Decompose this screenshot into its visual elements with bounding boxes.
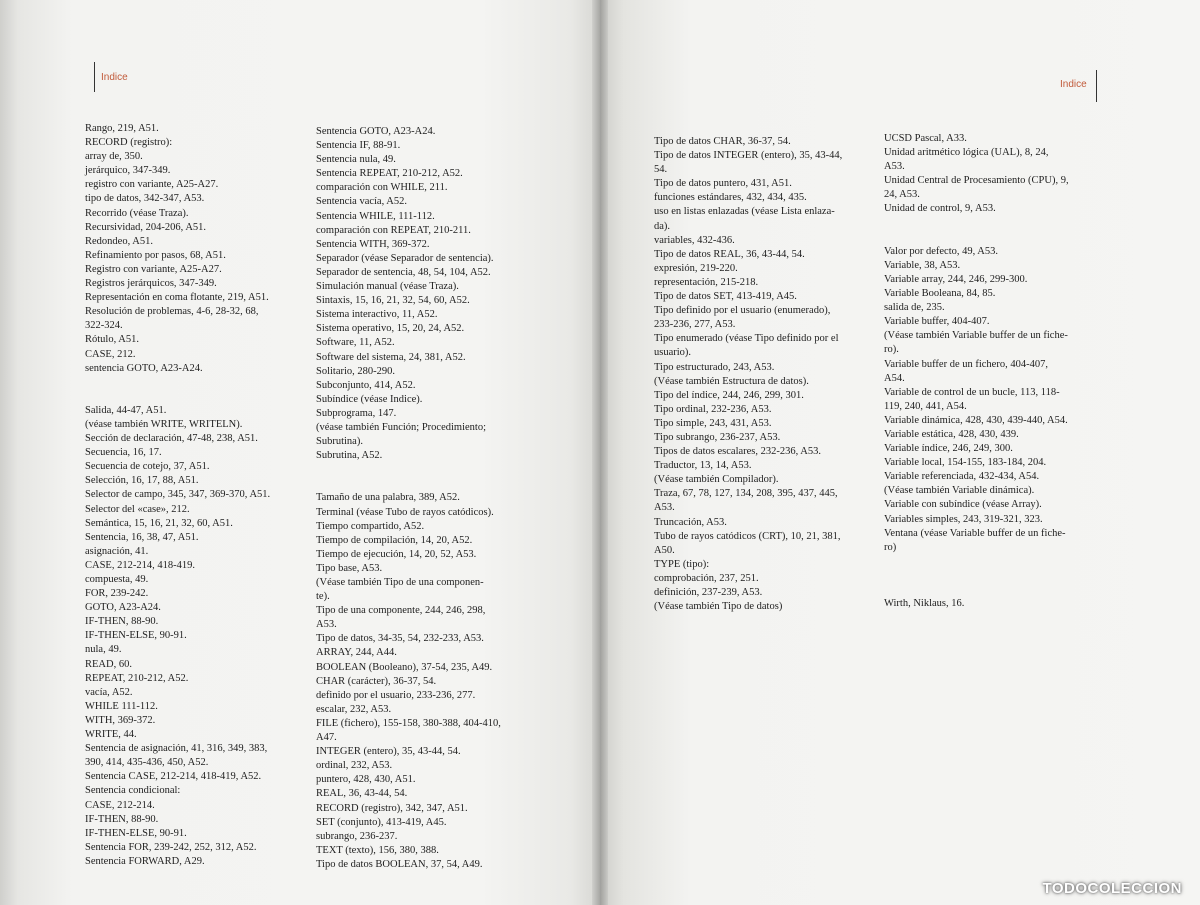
index-spacer: [85, 390, 270, 404]
index-spacer: [884, 217, 1069, 231]
index-entry: Variable con subíndice (véase Array).: [884, 499, 1042, 511]
index-entry: Variable referenciada, 432-434, A54.: [884, 471, 1040, 483]
index-subentry: ARRAY, 244, A44.: [316, 647, 397, 659]
index-entry: Subíndice (véase Indice).: [316, 393, 423, 405]
index-continuation: te).: [316, 591, 330, 603]
index-subentry: CASE, 212-214.: [85, 799, 155, 811]
index-entry: Solitario, 280-290.: [316, 365, 396, 377]
index-subentry: WHILE 111-112.: [85, 700, 158, 712]
index-subentry: uso en listas enlazadas (véase Lista enlaza-: [654, 206, 835, 218]
index-entry: Representación en coma flotante, 219, A51.: [85, 292, 269, 304]
index-entry: Tipo ordinal, 232-236, A53.: [654, 403, 772, 415]
index-entry: Tipo simple, 243, 431, A53.: [654, 417, 772, 429]
index-subentry: TEXT (texto), 156, 380, 388.: [316, 844, 439, 856]
index-entry: Terminal (véase Tubo de rayos catódicos).: [316, 506, 494, 518]
index-column-2: [316, 125, 501, 872]
index-entry: Sentencia WITH, 369-372.: [316, 238, 430, 250]
index-subentry: definición, 237-239, A53.: [654, 587, 763, 598]
index-subentry: BOOLEAN (Booleano), 37-54, 235, A49.: [316, 661, 493, 673]
index-spacer: [316, 463, 501, 477]
index-entry: Sentencia de asignación, 41, 316, 349, 383,: [85, 743, 268, 755]
index-continuation: A53.: [316, 619, 337, 631]
index-entry: Software, 11, A52.: [316, 337, 395, 349]
index-subentry: sentencia GOTO, A23-A24.: [85, 362, 203, 374]
index-entry: Tamaño de una palabra, 389, A52.: [316, 492, 460, 504]
index-subentry: CASE, 212.: [85, 348, 136, 360]
index-subentry: variables, 432-436.: [654, 234, 735, 246]
index-entry: Subrutina, A52.: [316, 450, 383, 462]
index-subentry: ordinal, 232, A53.: [316, 760, 393, 772]
index-subentry: CHAR (carácter), 36-37, 54.: [316, 675, 437, 687]
book-spine-shadow: [592, 0, 608, 905]
index-entry: Selección, 16, 17, 88, A51.: [85, 475, 199, 487]
index-entry: Sentencia REPEAT, 210-212, A52.: [316, 168, 463, 180]
index-column-4: [884, 132, 1069, 611]
index-subentry: comparación con REPEAT, 210-211.: [316, 224, 471, 236]
index-entry: RECORD (registro):: [85, 137, 173, 149]
index-continuation: 233-236, 277, A53.: [654, 319, 736, 331]
index-entry: Rótulo, A51.: [85, 334, 139, 346]
index-entry: Variable estática, 428, 430, 439.: [884, 428, 1019, 440]
index-subentry: (Véase también Variable dinámica).: [884, 485, 1035, 497]
index-spacer: [316, 477, 501, 491]
index-entry: UCSD Pascal, A33.: [884, 133, 967, 144]
index-entry: Salida, 44-47, A51.: [85, 404, 167, 416]
index-entry: Selector del «case», 212.: [85, 503, 190, 515]
index-subentry: (Véase también Tipo de una componen-: [316, 577, 484, 588]
index-entry: Registro con variante, A25-A27.: [85, 263, 222, 275]
index-entry: Semántica, 15, 16, 21, 32, 60, A51.: [85, 517, 233, 529]
index-subentry: (véase también Función; Procedimiento;: [316, 421, 486, 433]
index-spacer: [85, 376, 270, 390]
index-subentry: IF-THEN, 88-90.: [85, 813, 159, 825]
index-entry: Sentencia FOR, 239-242, 252, 312, A52.: [85, 841, 257, 853]
index-subentry: IF-THEN, 88-90.: [85, 616, 159, 628]
index-entry: Tipo de datos SET, 413-419, A45.: [654, 291, 797, 303]
index-entry: Sentencia FORWARD, A29.: [85, 855, 205, 867]
index-entry: Valor por defecto, 49, A53.: [884, 245, 999, 257]
index-continuation: A50.: [654, 544, 675, 556]
index-entry: Secuencia de cotejo, 37, A51.: [85, 461, 210, 473]
left-header-rule: [94, 62, 95, 92]
left-running-header: Indice: [101, 72, 128, 83]
index-subentry: REAL, 36, 43-44, 54.: [316, 788, 408, 800]
index-entry: Tipo del índice, 244, 246, 299, 301.: [654, 389, 804, 401]
index-subentry: CASE, 212-214, 418-419.: [85, 559, 195, 571]
index-subentry: asignación, 41.: [85, 545, 149, 557]
index-entry: Truncación, A53.: [654, 516, 727, 528]
index-entry: Traza, 67, 78, 127, 134, 208, 395, 437, 445,: [654, 488, 838, 500]
index-entry: Sistema interactivo, 11, A52.: [316, 309, 438, 321]
index-spacer: [884, 555, 1069, 569]
index-entry: Tipo de datos puntero, 431, A51.: [654, 178, 792, 190]
index-entry: Tiempo de compilación, 14, 20, A52.: [316, 534, 473, 546]
index-entry: Tipo definido por el usuario (enumerado),: [654, 305, 831, 317]
index-subentry: (Véase también Estructura de datos).: [654, 375, 809, 387]
index-entry: Variable de control de un bucle, 113, 118-: [884, 386, 1060, 398]
index-continuation: 119, 240, 441, A54.: [884, 400, 967, 412]
index-entry: Resolución de problemas, 4-6, 28-32, 68,: [85, 306, 259, 318]
index-entry: Sentencia nula, 49.: [316, 154, 396, 166]
index-entry: Refinamiento por pasos, 68, A51.: [85, 249, 226, 261]
index-entry: Separador de sentencia, 48, 54, 104, A52.: [316, 266, 491, 278]
index-subentry: RECORD (registro), 342, 347, A51.: [316, 802, 468, 814]
index-entry: Tipo enumerado (véase Tipo definido por el: [654, 333, 839, 345]
index-entry: Sentencia GOTO, A23-A24.: [316, 126, 436, 137]
index-entry: Secuencia, 16, 17.: [85, 447, 162, 459]
index-subentry: compuesta, 49.: [85, 574, 149, 585]
index-subentry: INTEGER (entero), 35, 43-44, 54.: [316, 746, 461, 758]
index-subentry: representación, 215-218.: [654, 276, 759, 288]
index-entry: Tipo de datos, 34-35, 54, 232-233, A53.: [316, 633, 484, 645]
index-entry: Tipo de datos INTEGER (entero), 35, 43-44,: [654, 150, 843, 162]
index-entry: Sistema operativo, 15, 20, 24, A52.: [316, 323, 465, 335]
index-subentry: (véase también WRITE, WRITELN).: [85, 418, 243, 430]
index-entry: Variable buffer, 404-407.: [884, 316, 990, 328]
index-entry: Simulación manual (véase Traza).: [316, 281, 459, 293]
index-continuation: Subrutina).: [316, 436, 363, 448]
index-entry: Sentencia CASE, 212-214, 418-419, A52.: [85, 771, 262, 783]
index-entry: TYPE (tipo):: [654, 558, 710, 570]
index-subentry: definido por el usuario, 233-236, 277.: [316, 689, 476, 701]
index-column-3: [654, 135, 842, 614]
index-entry: Sintaxis, 15, 16, 21, 32, 54, 60, A52.: [316, 295, 470, 307]
index-subentry: array de, 350.: [85, 151, 143, 163]
index-entry: Variables simples, 243, 319-321, 323.: [884, 513, 1043, 525]
index-subentry: puntero, 428, 430, A51.: [316, 774, 416, 786]
index-subentry: jerárquico, 347-349.: [85, 165, 171, 177]
index-entry: Recursividad, 204-206, A51.: [85, 221, 207, 233]
index-continuation: da).: [654, 220, 671, 232]
index-entry: Software del sistema, 24, 381, A52.: [316, 351, 466, 363]
index-spacer: [884, 569, 1069, 583]
index-column-1: [85, 122, 270, 869]
index-continuation: ro): [884, 541, 897, 553]
index-subentry: WITH, 369-372.: [85, 714, 156, 726]
right-header-rule: [1096, 70, 1097, 102]
index-entry: Tipo de una componente, 244, 246, 298,: [316, 605, 486, 617]
index-entry: Variable buffer de un fichero, 404-407,: [884, 358, 1048, 370]
index-entry: Selector de campo, 345, 347, 369-370, A51.: [85, 489, 271, 501]
index-entry: Tiempo compartido, A52.: [316, 520, 425, 532]
index-entry: Separador (véase Separador de sentencia).: [316, 252, 494, 264]
index-subentry: IF-THEN-ELSE, 90-91.: [85, 827, 187, 839]
index-subentry: READ, 60.: [85, 658, 132, 670]
index-subentry: escalar, 232, A53.: [316, 703, 392, 715]
index-entry: Variable array, 244, 246, 299-300.: [884, 273, 1028, 285]
index-entry: Variable dinámica, 428, 430, 439-440, A54.: [884, 414, 1068, 426]
index-continuation: 390, 414, 435-436, 450, A52.: [85, 757, 209, 769]
index-entry: Subprograma, 147.: [316, 407, 397, 419]
index-continuation: A53.: [884, 161, 905, 173]
index-subentry: GOTO, A23-A24.: [85, 602, 161, 614]
index-continuation: 24, A53.: [884, 189, 920, 201]
index-entry: Wirth, Niklaus, 16.: [884, 598, 965, 610]
index-entry: Variable índice, 246, 249, 300.: [884, 443, 1013, 455]
index-subentry: SET (conjunto), 413-419, A45.: [316, 816, 447, 828]
index-subentry: subrango, 236-237.: [316, 830, 398, 842]
index-entry: Redondeo, A51.: [85, 235, 153, 247]
index-entry: Sentencia vacía, A52.: [316, 196, 407, 208]
index-entry: Tipos de datos escalares, 232-236, A53.: [654, 446, 822, 458]
index-entry: Unidad Central de Procesamiento (CPU), 9,: [884, 175, 1069, 187]
index-entry: Tiempo de ejecución, 14, 20, 52, A53.: [316, 548, 477, 560]
index-subentry: (Véase también Tipo de datos): [654, 601, 783, 613]
index-entry: Tipo base, A53.: [316, 562, 383, 574]
index-continuation: usuario).: [654, 347, 692, 359]
index-entry: Tipo de datos REAL, 36, 43-44, 54.: [654, 248, 805, 260]
index-entry: Traductor, 13, 14, A53.: [654, 460, 752, 472]
index-continuation: ro).: [884, 344, 899, 356]
index-subentry: funciones estándares, 432, 434, 435.: [654, 192, 807, 204]
index-subentry: FOR, 239-242.: [85, 588, 149, 600]
index-subentry: comparación con WHILE, 211.: [316, 182, 448, 194]
index-entry: Tubo de rayos catódicos (CRT), 10, 21, 381,: [654, 530, 841, 542]
index-entry: Unidad aritmético lógica (UAL), 8, 24,: [884, 147, 1049, 159]
index-entry: Tipo de datos BOOLEAN, 37, 54, A49.: [316, 858, 483, 870]
index-subentry: salida de, 235.: [884, 302, 945, 314]
index-subentry: registro con variante, A25-A27.: [85, 179, 219, 191]
index-entry: Subconjunto, 414, A52.: [316, 379, 416, 391]
watermark-logo: TODOCOLECCION: [1042, 880, 1182, 897]
index-entry: Variable local, 154-155, 183-184, 204.: [884, 457, 1047, 469]
index-entry: Sentencia, 16, 38, 47, A51.: [85, 531, 199, 543]
index-entry: Sentencia IF, 88-91.: [316, 140, 401, 152]
index-subentry: WRITE, 44.: [85, 729, 137, 741]
index-subentry: (Véase también Compilador).: [654, 474, 779, 486]
index-continuation: 322-324.: [85, 320, 123, 332]
right-page: [600, 0, 1200, 905]
index-continuation: A47.: [316, 732, 337, 744]
index-continuation: A53.: [654, 502, 675, 514]
index-entry: Variable Booleana, 84, 85.: [884, 288, 996, 300]
index-subentry: REPEAT, 210-212, A52.: [85, 672, 189, 684]
index-spacer: [884, 583, 1069, 597]
index-entry: Recorrido (véase Traza).: [85, 207, 189, 219]
index-entry: Registros jerárquicos, 347-349.: [85, 278, 217, 290]
index-entry: Unidad de control, 9, A53.: [884, 203, 996, 215]
index-entry: Sección de declaración, 47-48, 238, A51.: [85, 433, 258, 445]
index-entry: Tipo de datos CHAR, 36-37, 54.: [654, 136, 791, 147]
index-entry: Tipo estructurado, 243, A53.: [654, 361, 775, 373]
index-subentry: IF-THEN-ELSE, 90-91.: [85, 630, 187, 642]
index-subentry: comprobación, 237, 251.: [654, 572, 759, 584]
index-continuation: A54.: [884, 372, 905, 384]
index-subentry: tipo de datos, 342-347, A53.: [85, 193, 205, 205]
index-continuation: 54.: [654, 164, 668, 176]
index-spacer: [884, 231, 1069, 245]
index-entry: Sentencia WHILE, 111-112.: [316, 210, 435, 222]
index-subentry: vacía, A52.: [85, 686, 133, 698]
index-subentry: FILE (fichero), 155-158, 380-388, 404-410,: [316, 717, 501, 729]
index-entry: Ventana (véase Variable buffer de un fiche-: [884, 527, 1066, 539]
index-entry: Variable, 38, A53.: [884, 259, 961, 271]
right-running-header: Indice: [1060, 79, 1087, 90]
index-subentry: (Véase también Variable buffer de un fiche-: [884, 330, 1068, 342]
index-entry: Tipo subrango, 236-237, A53.: [654, 431, 781, 443]
index-entry: Rango, 219, A51.: [85, 123, 159, 134]
index-subentry: expresión, 219-220.: [654, 262, 738, 274]
index-subentry: nula, 49.: [85, 644, 122, 656]
index-entry: Sentencia condicional:: [85, 785, 181, 797]
